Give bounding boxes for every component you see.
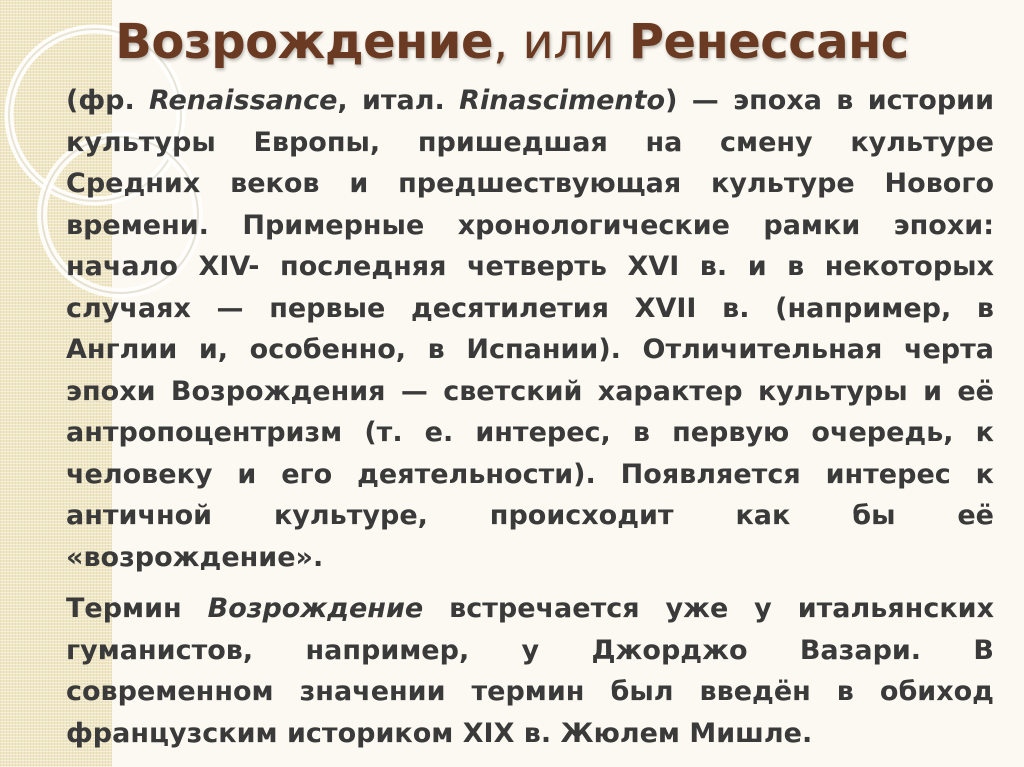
slide-body [66, 80, 994, 754]
slide-title [0, 14, 1024, 70]
p1-text-3: ) — эпоха в истории культуры Европы, пришедшая на смену культуре Средних веков и предшествующая культуре Нового времени. Примерные хронологические рамки эпохи: начало XIV- последняя четверть XVI в. и в некоторых случаях — первые десятилетия XVII в. (например, в Англии и, особенно, в Испании). Отличительная черта эпохи Возрождения — светский характер культуры и её антропоцентризм (т. е. интерес, в первую очередь, к человеку и его деятельности). Появляется интерес к античной культуре, происходит как бы её «возрождение». [66, 85, 994, 573]
title-part-1: Возрождение [115, 14, 493, 70]
title-part-2: , или [493, 14, 629, 70]
p1-text-1: (фр. [66, 85, 150, 116]
paragraph-1 [66, 80, 994, 578]
paragraph-2 [66, 588, 994, 754]
p2-term-vozrozhdenie: Возрождение [207, 593, 424, 624]
p2-text-1: Термин [66, 593, 208, 624]
p1-text-2: , итал. [337, 85, 460, 116]
p1-term-renaissance: Renaissance [149, 85, 338, 116]
title-part-3: Ренессанс [628, 14, 909, 70]
p2-text-2: встречается уже у итальянских гуманистов, например, у Джорджо Вазари. В современном значении термин был введён в обиход французским историком XIX в. Жюлем Мишле. [66, 593, 994, 749]
p1-term-rinascimento: Rinascimento [459, 85, 666, 116]
